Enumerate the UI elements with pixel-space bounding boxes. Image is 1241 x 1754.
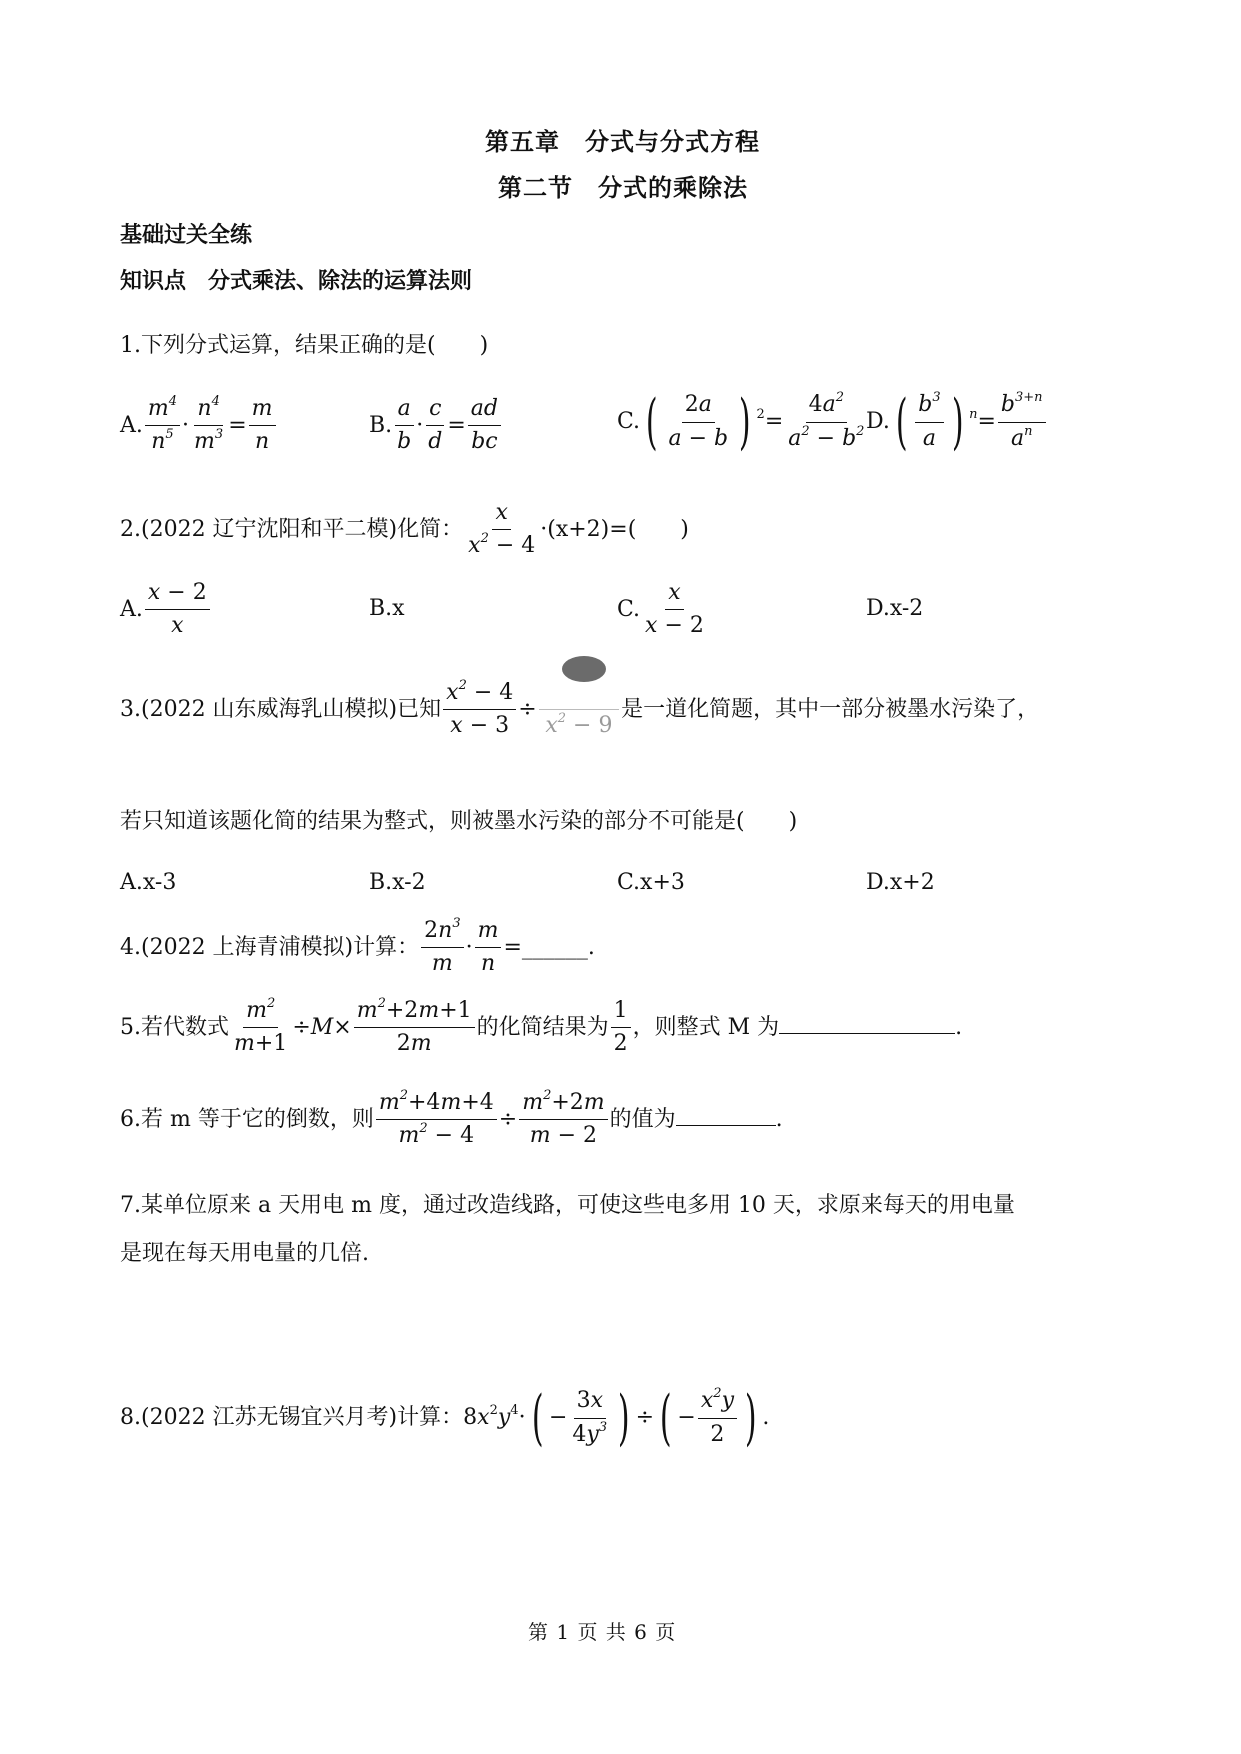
question-1-stem: 1.下列分式运算，结果正确的是( ) (120, 333, 489, 358)
question-2-stem: 2.(2022 辽宁沈阳和平二模)化简： $\frac{x}{x^2 - 4}$ ·(x+2)=( ) (120, 500, 689, 559)
question-7-line2: 是现在每天用电量的几倍. (120, 1241, 369, 1266)
q1-option-b-label: B. (369, 412, 393, 438)
q2-tail: ·(x+2)=( ) (540, 516, 689, 542)
q6-tail: 的值为 (609, 1106, 676, 1132)
q5-answer-blank[interactable] (779, 1033, 955, 1034)
q3-option-c: C.x+3 (617, 870, 685, 895)
q5-stem-text: 5.若代数式 (120, 1014, 229, 1040)
question-3-stem: 3.(2022 山东威海乳山模拟)已知 $\frac{x^2 - 4}{x - 3}$ ÷ $x^2 - 9$ 是一道化简题，其中一部分被墨水污染了， (120, 678, 1040, 739)
q2-option-c: C. $\frac{x}{x - 2}$ (617, 580, 704, 639)
practice-heading: 基础过关全练 (120, 222, 253, 248)
question-3-line2: 若只知道该题化简的结果为整式，则被墨水污染的部分不可能是( ) (120, 809, 798, 834)
q4-tail: =______. (503, 934, 595, 960)
q5-mid: 的化简结果为 (476, 1014, 609, 1040)
q3-option-a: A.x-3 (120, 870, 177, 895)
ink-blot (562, 656, 606, 682)
q8-stem-text: 8.(2022 江苏无锡宜兴月考)计算： (120, 1405, 464, 1430)
q1-option-d: D.( $\frac{b^3}{a}$ ) $^n$= $\frac{b^{3+n}}{a^n}$ (866, 392, 1048, 452)
q1-option-b: B. $\frac{a}{b}$ · $\frac{c}{d}$ = $\frac{ad}{bc}$ (369, 396, 503, 456)
question-6: 6.若 m 等于它的倒数，则 $\frac{m^2+4m+4}{m^2 - 4}$ ÷ $\frac{m^2+2m}{m - 2}$ 的值为 . (120, 1088, 783, 1149)
question-7-line1: 7.某单位原来 a 天用电 m 度，通过改造线路，可使这些电多用 10 天，求原来每天的用电量 (120, 1193, 1015, 1218)
q6-stem-text: 6.若 m 等于它的倒数，则 (120, 1106, 374, 1132)
knowledge-heading: 知识点 分式乘法、除法的运算法则 (120, 268, 473, 294)
q3-stem-text: 3.(2022 山东威海乳山模拟)已知 (120, 696, 442, 722)
q2-option-d: D.x-2 (866, 596, 924, 621)
chapter-title: 第五章 分式与分式方程 (485, 127, 760, 156)
q3-tail: 是一道化简题，其中一部分被墨水污染了， (621, 696, 1040, 722)
q2-option-a-label: A. (120, 596, 143, 622)
question-5: 5.若代数式 $\frac{m^2}{m+1}$ ÷M× $\frac{m^2+2m+1}{2m}$ 的化简结果为 $\frac{1}{2}$ ，则整式 M 为 . (120, 996, 963, 1057)
q3-option-b: B.x-2 (369, 870, 426, 895)
section-title: 第二节 分式的乘除法 (498, 173, 748, 202)
q4-stem-text: 4.(2022 上海青浦模拟)计算： (120, 934, 420, 960)
q6-answer-blank[interactable] (676, 1125, 776, 1126)
q1-option-c: C.( $\frac{2a}{a - b}$ ) $^2$= $\frac{4a^2}{a^2 - b^2}$ (617, 387, 865, 457)
q1-option-d-label: D. (866, 409, 890, 434)
q3-option-d: D.x+2 (866, 870, 935, 895)
q1-option-c-label: C. (617, 409, 641, 434)
question-8: 8.(2022 江苏无锡宜兴月考)计算：$8x^2y^4\cdot$( − $\frac{3x}{4y^3}$ ) ÷( − $\frac{x^2y}{2}$ ) . (120, 1383, 770, 1453)
q2-option-a: A. $\frac{x - 2}{x}$ (120, 580, 212, 640)
q2-option-c-label: C. (617, 596, 641, 622)
q2-option-b: B.x (369, 596, 405, 621)
q2-stem-text: 2.(2022 辽宁沈阳和平二模)化简： (120, 516, 464, 542)
q1-option-a-label: A. (120, 412, 143, 438)
q5-tail: ，则整式 M 为 (632, 1014, 780, 1040)
page-footer: 第 1 页 共 6 页 (528, 1620, 677, 1644)
q1-option-a: A. $\frac{m^4}{n^5}$ · $\frac{n^4}{m^3}$ = $\frac{m}{n}$ (120, 396, 278, 456)
question-4: 4.(2022 上海青浦模拟)计算： $\frac{2n^3}{m}$ · $\frac{m}{n}$ =______. (120, 916, 595, 977)
